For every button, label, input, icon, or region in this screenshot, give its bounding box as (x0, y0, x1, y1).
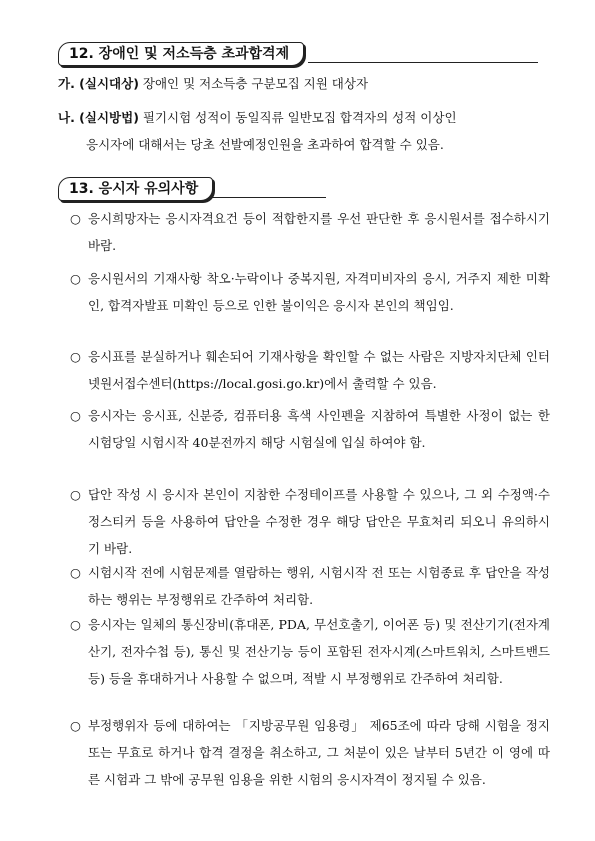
notice-item (70, 712, 550, 793)
section-13-title: 13. 응시자 유의사항 (58, 177, 213, 201)
notice-text: 답안 작성 시 응시자 본인이 지참한 수정테이프를 사용할 수 있으나, 그 외 수정액·수정스티커 등을 사용하여 답안을 수정한 경우 해당 답안은 무효처리 되오니 유의하시기 바람. (88, 487, 550, 556)
circle-bullet-icon: ○ (70, 617, 81, 632)
circle-bullet-icon: ○ (70, 718, 81, 733)
notice-item (70, 559, 550, 613)
notice-item (70, 265, 550, 319)
circle-bullet-icon: ○ (70, 271, 81, 286)
notice-text: 응시희망자는 응시자격요건 등이 적합한지를 우선 판단한 후 응시원서를 접수하시기 바람. (88, 211, 550, 253)
section-12-header (58, 42, 538, 66)
section-12-title: 12. 장애인 및 저소득층 초과합격제 (58, 42, 304, 66)
item-a-text: 장애인 및 저소득층 구분모집 지원 대상자 (142, 76, 369, 91)
notice-text: 응시표를 분실하거나 훼손되어 기재사항을 확인할 수 없는 사람은 지방자치단체 인터넷원서접수센터(https://local.gosi.go.kr)에서 출력할 수 있음. (88, 349, 550, 391)
notice-text: 응시자는 응시표, 신분증, 컴퓨터용 흑색 사인펜을 지참하여 특별한 사정이 없는 한 시험당일 시험시작 40분전까지 해당 시험실에 입실 하여야 함. (88, 408, 550, 450)
notice-item (70, 481, 550, 562)
section-13-rule (208, 197, 326, 198)
notice-text: 부정행위자 등에 대하여는 「지방공무원 임용령」 제65조에 따라 당해 시험을 정지 또는 무효로 하거나 합격 결정을 취소하고, 그 처분이 있은 날부터 5년간 이 영에 따른 시험과 그 밖에 공무원 임용을 위한 시험의 응시자격이 정지될 수 있음. (88, 718, 550, 787)
item-a-lead: 가. (실시대상) (58, 76, 139, 91)
section-13-header (58, 177, 326, 201)
section-12-item-a (58, 70, 558, 97)
notice-item (70, 205, 550, 259)
notice-text: 응시자는 일체의 통신장비(휴대폰, PDA, 무선호출기, 이어폰 등) 및 전산기기(전자계산기, 전자수첩 등), 통신 및 전산기능 등이 포함된 전자시계(스마트워치, 스마트밴드 등) 등을 휴대하거나 사용할 수 없으며, 적발 시 부정행위로 간주하여 처리함. (88, 617, 550, 686)
circle-bullet-icon: ○ (70, 211, 81, 226)
notice-item (70, 402, 550, 456)
circle-bullet-icon: ○ (70, 487, 81, 502)
item-b-text-line1: 필기시험 성적이 동일직류 일반모집 합격자의 성적 이상인 (142, 110, 457, 125)
notice-text: 시험시작 전에 시험문제를 열람하는 행위, 시험시작 전 또는 시험종료 후 답안을 작성하는 행위는 부정행위로 간주하여 처리함. (88, 565, 550, 607)
notice-text: 응시원서의 기재사항 착오·누락이나 중복지원, 자격미비자의 응시, 거주지 제한 미확인, 합격자발표 미확인 등으로 인한 불이익은 응시자 본인의 책임임. (88, 271, 550, 313)
circle-bullet-icon: ○ (70, 565, 81, 580)
section-12-item-b (58, 104, 558, 158)
item-b-lead: 나. (실시방법) (58, 110, 139, 125)
notice-item (70, 343, 550, 397)
circle-bullet-icon: ○ (70, 408, 81, 423)
notice-item (70, 611, 550, 692)
item-b-text-line2: 응시자에 대해서는 당초 선발예정인원을 초과하여 합격할 수 있음. (86, 137, 444, 152)
circle-bullet-icon: ○ (70, 349, 81, 364)
section-12-rule (308, 62, 538, 63)
